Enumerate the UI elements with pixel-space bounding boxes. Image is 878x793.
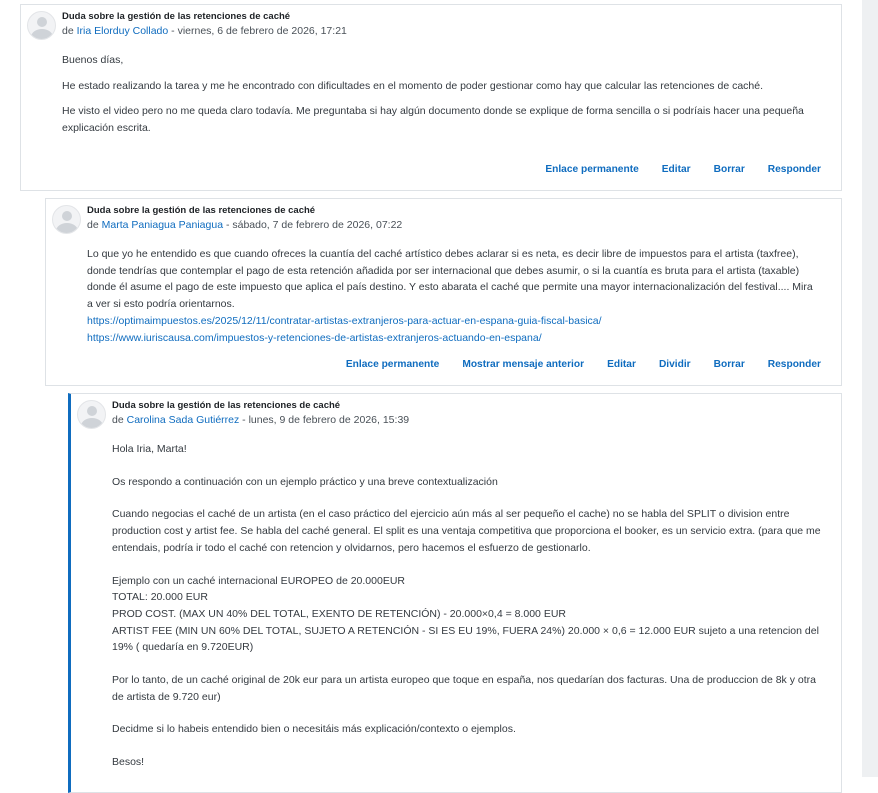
message-paragraph: Por lo tanto, de un caché original de 20k eur para un artista europeo que toque en españa, nos quedarían dos facturas. Una de produccion de 8k y otra de artista de 9.720 eur) <box>112 674 816 703</box>
forum-post <box>68 393 842 793</box>
post-message <box>87 246 827 346</box>
message-link[interactable]: https://optimaimpuestos.es/2025/12/11/contratar-artistas-extranjeros-para-actuar-en-espana-guia-fiscal-basica/ <box>87 314 602 327</box>
forum-post <box>45 198 842 386</box>
delete-link[interactable]: Borrar <box>713 359 745 370</box>
delete-link[interactable]: Borrar <box>713 164 745 175</box>
post-subject: Duda sobre la gestión de las retenciones de caché <box>62 11 291 22</box>
post-subject: Duda sobre la gestión de las retenciones de caché <box>87 205 316 216</box>
post-byline: de Carolina Sada Gutiérrez - lunes, 9 de febrero de 2026, 15:39 <box>112 414 410 426</box>
forum-post <box>20 4 842 191</box>
message-paragraph: Buenos días, <box>62 54 124 66</box>
avatar[interactable] <box>77 400 106 429</box>
post-actions <box>522 164 821 175</box>
avatar[interactable] <box>52 205 81 234</box>
message-paragraph: Os respondo a continuación con un ejemplo práctico y una breve contextualización <box>112 475 498 488</box>
message-paragraph: Decidme si lo habeis entendido bien o necesitáis más explicación/contexto o ejemplos. <box>112 723 516 736</box>
message-paragraph: Lo que yo he entendido es que cuando ofreces la cuantía del caché artístico debes aclarar si es neta, es decir libre de impuestos para el artista (taxfree), donde tendrías que contemplar el pago de esta retención añadida por ser internacional que debes asumir, o si la cuantía es bruta para el artista (taxable) donde él asume el pago de este impuesto que aplica el país destino. Y esto abarata el caché que permite una mayor internacionalización del festival.... Mira a ver si esto podría orientarnos. <box>87 248 813 311</box>
permalink-link[interactable]: Enlace permanente <box>345 359 440 370</box>
reply-link[interactable]: Responder <box>767 164 821 175</box>
author-link[interactable]: Marta Paniagua Paniagua <box>101 219 224 231</box>
avatar[interactable] <box>27 11 56 40</box>
reply-link[interactable]: Responder <box>767 359 821 370</box>
post-byline: de Marta Paniagua Paniagua - sábado, 7 de febrero de 2026, 07:22 <box>87 219 403 231</box>
message-paragraph: He visto el video pero no me queda claro todavía. Me preguntaba si hay algún documento donde se explique de forma sencilla o si podríais hacer una pequeña explicación escrita. <box>62 105 804 135</box>
author-link[interactable]: Iria Elorduy Collado <box>76 25 169 37</box>
edit-link[interactable]: Editar <box>661 164 691 175</box>
post-message <box>62 52 827 137</box>
edit-link[interactable]: Editar <box>607 359 636 370</box>
message-link[interactable]: https://www.iuriscausa.com/impuestos-y-retenciones-de-artistas-extranjeros-actuando-en-espana/ <box>87 331 542 344</box>
permalink-link[interactable]: Enlace permanente <box>545 164 639 175</box>
post-actions <box>323 359 821 370</box>
message-paragraph: Hola Iria, Marta! <box>112 443 187 455</box>
message-paragraph: He estado realizando la tarea y me he encontrado con dificultades en el momento de poder gestionar como hay que calcular las retenciones de caché. <box>62 79 764 92</box>
post-message <box>112 441 827 771</box>
page-scrollbar[interactable] <box>862 0 878 777</box>
split-link[interactable]: Dividir <box>658 359 691 370</box>
show-parent-link[interactable]: Mostrar mensaje anterior <box>462 359 585 370</box>
message-paragraph: Ejemplo con un caché internacional EUROPEO de 20.000EUR TOTAL: 20.000 EUR PROD COST. (MAX UN 40% DEL TOTAL, EXENTO DE RETENCIÓN) - 20.000×0,4 = 8.000 EUR ARTIST FEE (MIN UN 60% DEL TOTAL, SUJETO A RETENCIÓN - SI ES EU 19%, FUERA 24%) 20.000 × 0,6 = 12.000 EUR sujeto a una retencion del 19% ( quedaría en 9.720EUR) <box>112 574 819 654</box>
post-byline: de Iria Elorduy Collado - viernes, 6 de febrero de 2026, 17:21 <box>62 25 347 37</box>
author-link[interactable]: Carolina Sada Gutiérrez <box>126 414 240 426</box>
message-paragraph: Besos! <box>112 756 145 769</box>
message-paragraph: Cuando negocias el caché de un artista (en el caso práctico del ejercicio aún más al ser pequeño el cache) no se habla del SPLIT o division entre production cost y artist fee. Se habla del caché general. El split es una ventaja competitiva que proporciona el booker, es un servicio extra. (para que me entendais, podría ir todo el caché con retencion y olvidarnos, pero hacemos el esfuerzo de gestionarlo. <box>112 508 821 554</box>
post-subject: Duda sobre la gestión de las retenciones de caché <box>112 400 341 411</box>
